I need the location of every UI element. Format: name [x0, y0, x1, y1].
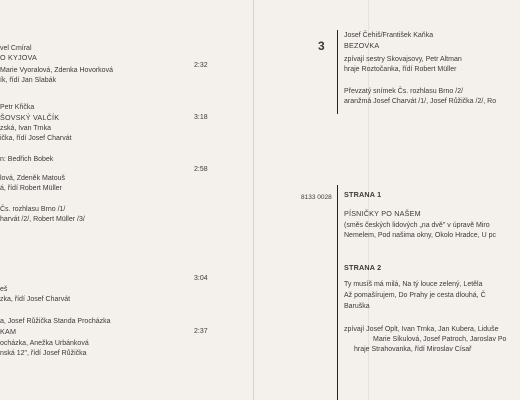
track-duration: 3:04 [194, 275, 208, 282]
track-credit-composer: n: Bedřich Bobek [0, 156, 54, 163]
medley-title: PÍSNIČKY PO NAŠEM [344, 209, 421, 218]
track-singers: zská, Ivan Trnka [0, 125, 51, 132]
track-transfer: Převzatý snímek Čs. rozhlasu Brno /2/ [344, 88, 464, 95]
track-band: ička, řídí Josef Charvát [0, 135, 72, 142]
medley-songs: Baruška [344, 303, 370, 310]
track-band: hraje Strahovanka, řídí Miroslav Císař [354, 346, 472, 353]
track-band: zka, řídí Josef Charvát [0, 296, 71, 303]
track-band: hraje Roztočanka, řídí Robert Müller [344, 66, 457, 73]
section-divider [337, 185, 338, 400]
track-band: nská 12", řídí Josef Růžička [0, 350, 87, 357]
track-title: ŠOVSKÝ VALČÍK [0, 113, 60, 122]
track-singers: Marie Vyoralová, Zdenka Hovorková [0, 67, 113, 74]
track-singers: ocházka, Anežka Urbánková [0, 340, 89, 347]
track-band: ík, řídí Jan Slabák [0, 77, 57, 84]
track-number: 3 [318, 39, 325, 53]
track-title: O KYJOVA [0, 53, 38, 62]
section-divider [337, 30, 338, 114]
track-duration: 2:58 [194, 166, 208, 173]
side-one-heading: STRANA 1 [344, 190, 382, 199]
medley-description: (směs českých lidových „na dvě" v úpravě Miro [344, 222, 490, 229]
track-duration: 2:37 [194, 328, 208, 335]
track-arrangement: harvát /2/, Robert Müller /3/ [0, 216, 85, 223]
catalog-number: 8133 0028 [301, 194, 332, 201]
track-arrangement: aranžmá Josef Charvát /1/, Josef Růžička /2/, Ro [344, 98, 497, 105]
track-credit-composer: vel Cmíral [0, 45, 32, 52]
track-singers: zpívají sestry Skovajsovy, Petr Altman [344, 56, 462, 63]
track-singers: zpívají Josef Oplt, Ivan Trnka, Jan Kubera, Liduše [344, 326, 499, 333]
medley-songs: Až pomašírujem, Do Prahy je cesta dlouhá, Č [344, 292, 486, 299]
track-duration: 2:32 [194, 62, 208, 69]
track-title: KAM [0, 327, 17, 336]
track-credit-composer: Petr Křička [0, 104, 35, 111]
track-credit-composer: Josef Čehiš/František Kaňka [344, 32, 434, 39]
side-two-heading: STRANA 2 [344, 263, 382, 272]
medley-songs: Ty musíš má milá, Na tý louce zelený, Letěla [344, 281, 483, 288]
track-singers: lová, Zdeněk Matouš [0, 175, 65, 182]
sleeve-fold [253, 0, 254, 400]
track-title: BEZOVKA [344, 41, 380, 50]
track-credit-composer: a, Josef Růžička Standa Procházka [0, 318, 111, 325]
track-transfer: Čs. rozhlasu Brno /1/ [0, 206, 66, 213]
medley-songs: Nemelem, Pod našima okny, Okolo Hradce, U pc [344, 232, 496, 239]
track-singers: Marie Síkulová, Josef Patroch, Jaroslav Po [373, 336, 507, 343]
track-singers: eš [0, 286, 8, 293]
track-band: á, řídí Robert Müller [0, 185, 62, 192]
track-duration: 3:18 [194, 114, 208, 121]
